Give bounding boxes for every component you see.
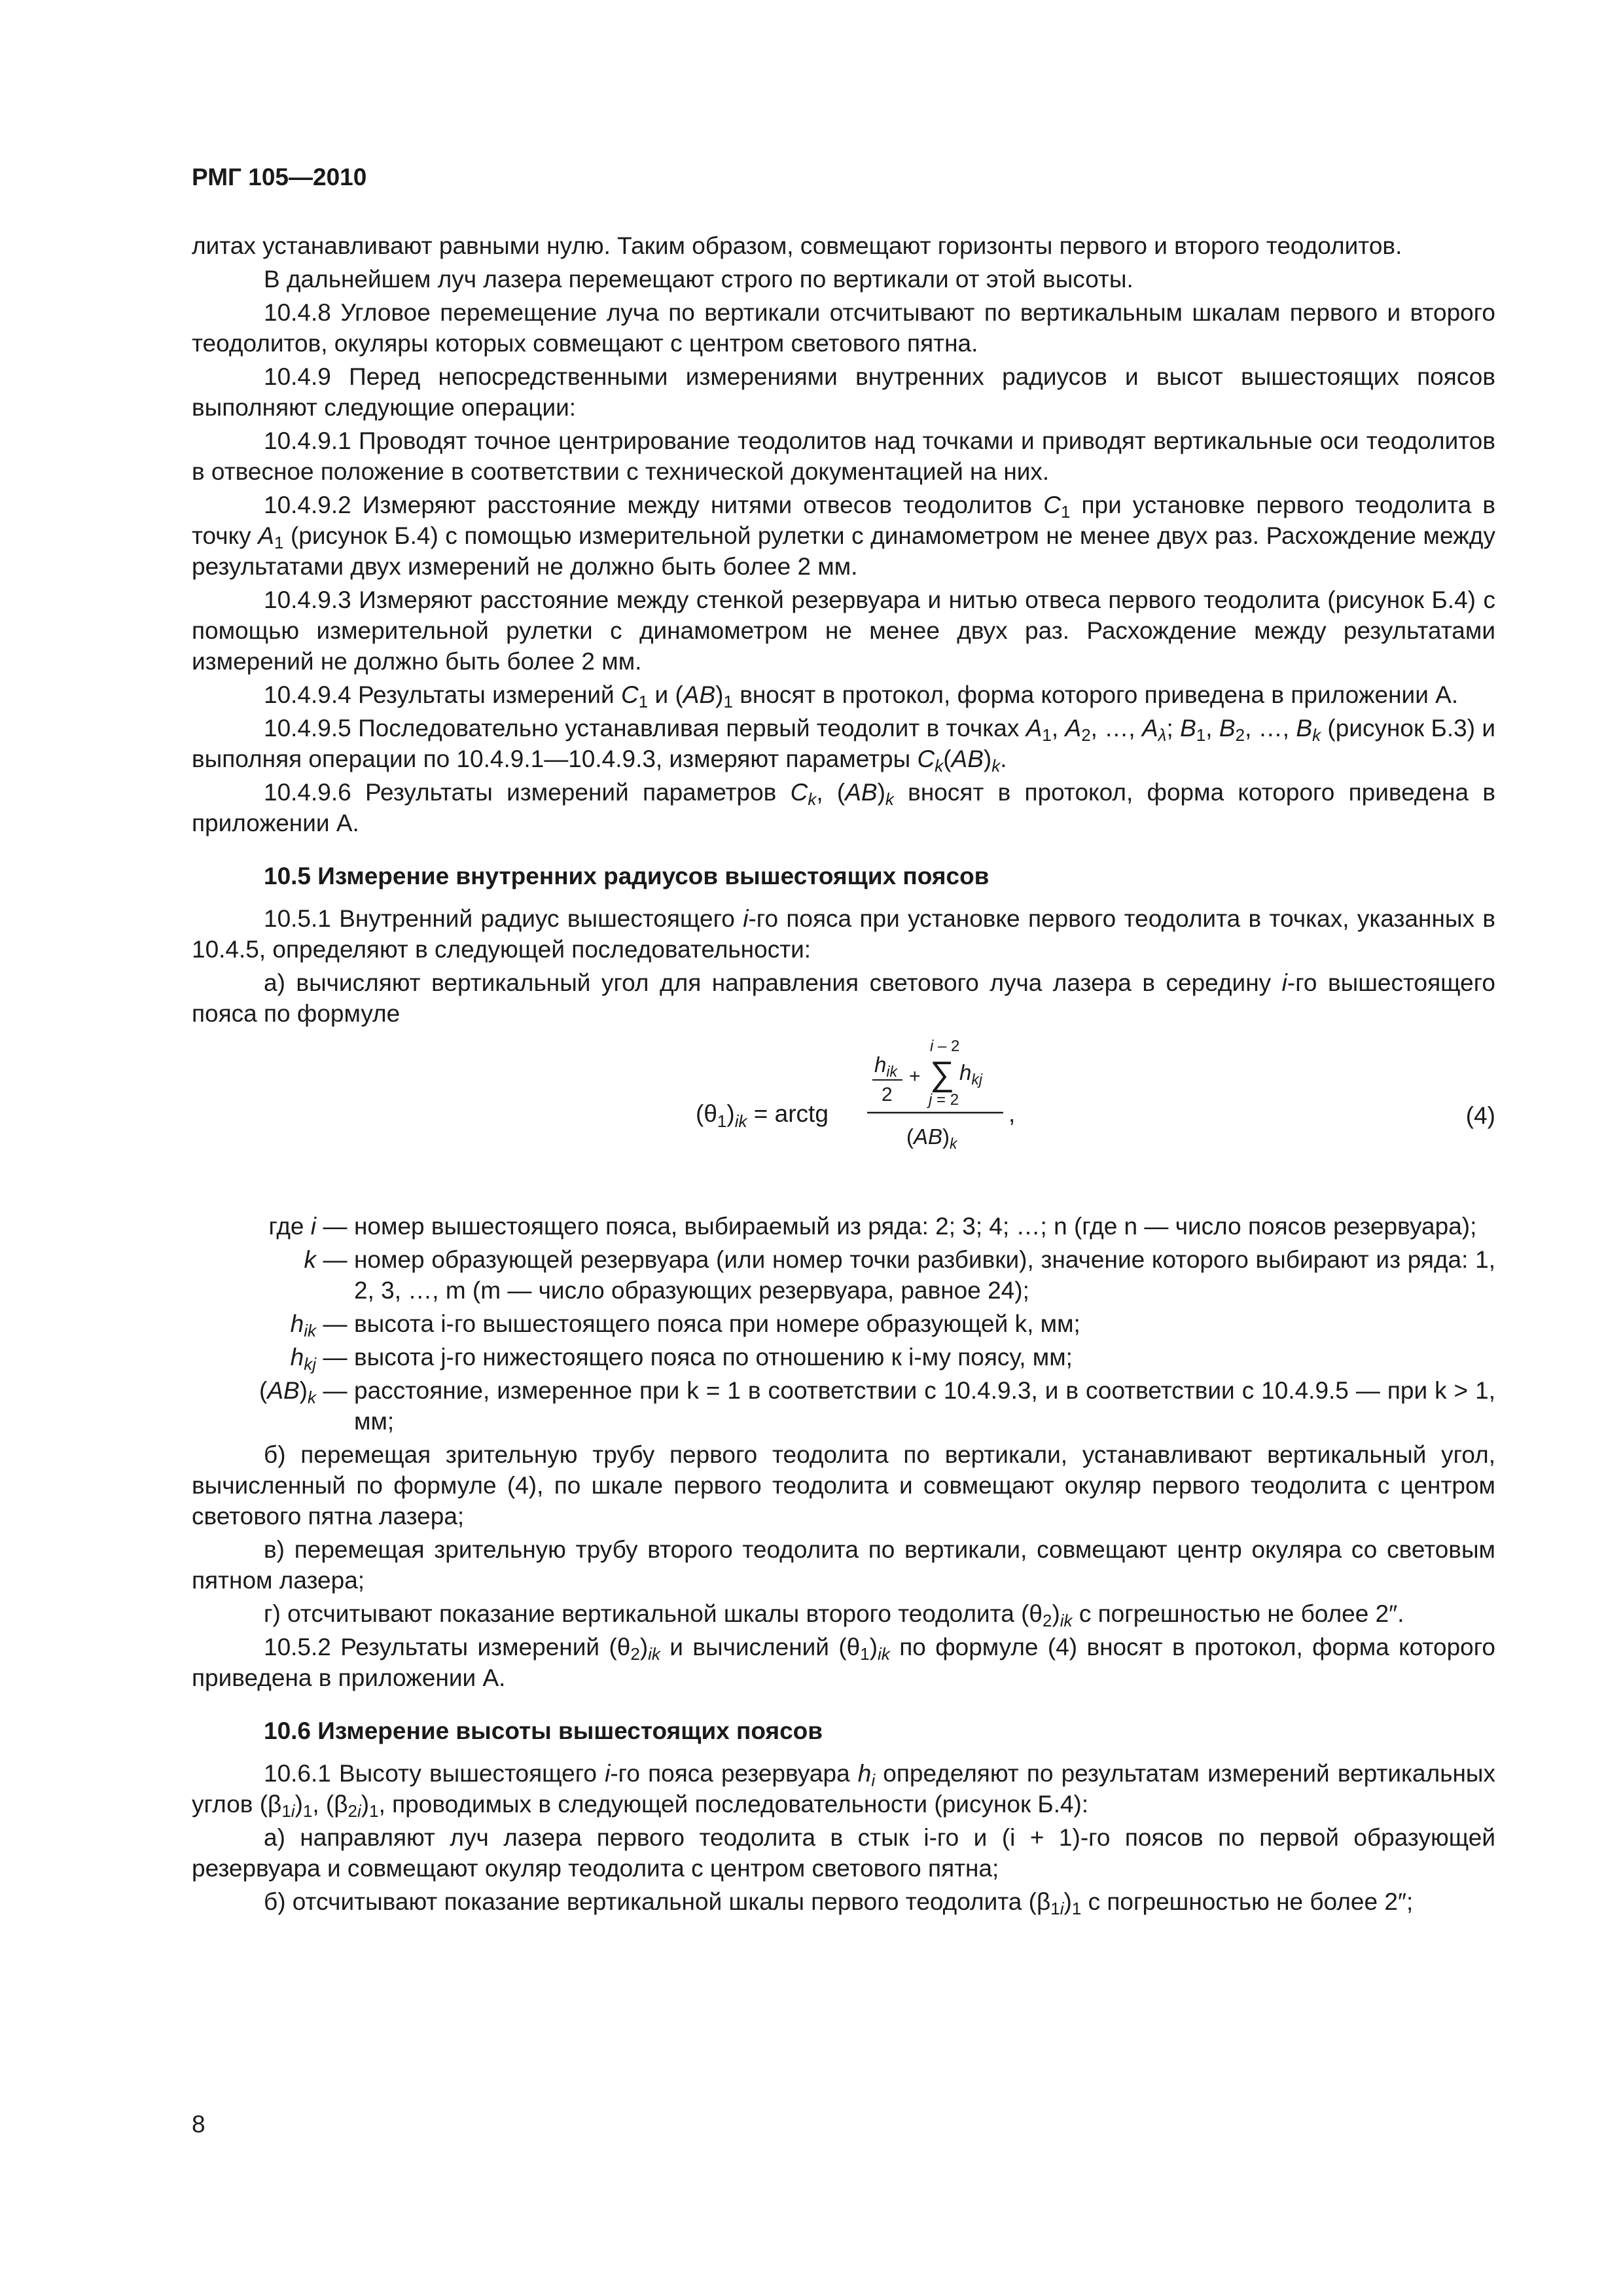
svg-text:,: , — [1008, 1100, 1016, 1127]
section-heading: 10.6 Измерение высоты вышестоящих поясов — [264, 1717, 823, 1744]
paragraph: а) вычисляют вертикальный угол для направления светового луча лазера в середину i-го вышестоящего пояса по формуле — [192, 969, 1495, 1027]
definition-row: $(AB)_k$ — расстояние, измеренное при k = 1 в соответствии с 10.4.9.3, и в соответствии с 10.4.9.5 — при k > 1, мм; — [192, 1375, 1495, 1437]
definition-text: номер вышестоящего пояса, выбираемый из ряда: 2; 3; 4; …; n (где n — число поясов резервуара); — [354, 1213, 1477, 1240]
paragraph: 10.4.9.5 Последовательно устанавливая первый теодолит в точках $A_1$, $A_2$, …, $A_\lambda$; $B_1$, $B_2$, …, $B_k$ (рисунок Б.3) и выполняя операции по 10.4.9.1—10.4.9.3, измеряют параметры $C_k(AB)_k$. — [192, 715, 1496, 776]
definition-text: высота j-го нижестоящего пояса по отношению к i-му поясу, мм; — [354, 1344, 1073, 1371]
document-body — [192, 230, 1495, 1920]
document-header: РМГ 105—2010 — [192, 164, 367, 190]
definition-row: где i — номер вышестоящего пояса, выбираемый из ряда: 2; 3; 4; …; n (где n — число поясов резервуара); — [192, 1211, 1495, 1242]
paragraph: 10.6.1 Высоту вышестоящего i-го пояса резервуара $h_i$ определяют по результатам измерений вертикальных углов $(\beta_{1i})_1$, $(\beta_{2i})_1$, проводимых в следующей последовательности (рисунок Б.4): — [192, 1760, 1495, 1821]
definition-text: расстояние, измеренное при k = 1 в соответствии с 10.4.9.3, и в соответствии с 10.4.9.5 — при k > 1, мм; — [354, 1377, 1495, 1435]
paragraph: 10.5.2 Результаты измерений $(\theta_2)_{ik}$ и вычислений $(\theta_1)_{ik}$ по формуле (4) вносят в протокол, форма которого приведена в приложении А. — [192, 1634, 1495, 1691]
paragraph: в) перемещая зрительную трубу второго теодолита по вертикали, совмещают центр окуляра со световым пятном лазера; — [192, 1536, 1495, 1594]
paragraph: 10.4.9.1 Проводят точное центрирование теодолитов над точками и приводят вертикальные оси теодолитов в отвесное положение в соответствии с технической документацией на них. — [192, 427, 1495, 485]
paragraph: а) направляют луч лазера первого теодолита в стык i-го и (i + 1)-го поясов по первой образующей резервуара и совмещают окуляр теодолита с центром светового пятна; — [192, 1824, 1495, 1882]
paragraph: 10.4.9.2 Измеряют расстояние между нитями отвесов теодолитов $C_1$ при установке первого теодолита в точку $A_1$ (рисунок Б.4) с помощью измерительной рулетки с динамометром не менее двух раз. Расхождение между результатами двух измерений не должно быть более 2 мм. — [192, 492, 1495, 580]
paragraph: литах устанавливают равными нулю. Таким образом, совмещают горизонты первого и второго теодолитов. — [192, 232, 1402, 259]
equation-number: (4) — [1465, 1102, 1495, 1129]
paragraph: В дальнейшем луч лазера перемещают строго по вертикали от этой высоты. — [264, 266, 1133, 293]
definition-row: k — номер образующей резервуара (или номер точки разбивки), значение которого выбирают из ряда: 1, 2, 3, …, m (m — число образующих резервуара, равное 24); — [192, 1244, 1495, 1306]
paragraph: б) перемещая зрительную трубу первого теодолита по вертикали, устанавливают вертикальный угол, вычисленный по формуле (4), по шкале первого теодолита и совмещают окуляр первого теодолита с центром светового пятна лазера; — [192, 1441, 1495, 1530]
paragraph: 10.4.8 Угловое перемещение луча по вертикали отсчитывают по вертикальным шкалам первого и второго теодолитов, окуляры которых совмещают с центром светового пятна. — [192, 299, 1495, 357]
page-number: 8 — [192, 2111, 205, 2138]
svg-text:∑: ∑ — [930, 1055, 955, 1093]
formula-4 — [192, 1039, 1495, 1196]
paragraph: 10.4.9.3 Измеряют расстояние между стенкой резервуара и нитью отвеса первого теодолита (рисунок Б.4) с помощью измерительной рулетки с динамометром не менее двух раз. Расхождение между результатами измерений не должно быть более 2 мм. — [192, 586, 1495, 675]
definition-row: $h_{kj}$ — высота j-го нижестоящего пояса по отношению к i-му поясу, мм; — [192, 1342, 1495, 1372]
svg-text:(θ1)ik = arctg: $(\theta_1)_{ik}$ = arctg — [696, 1100, 829, 1131]
paragraph: 10.4.9 Перед непосредственными измерениями внутренних радиусов и высот вышестоящих поясов выполняют следующие операции: — [192, 363, 1495, 421]
paragraph: 10.4.9.4 Результаты измерений $C_1$ и $(AB)_1$ вносят в протокол, форма которого приведена в приложении А. — [264, 681, 1459, 711]
definition-text: номер образующей резервуара (или номер точки разбивки), значение которого выбирают из ряда: 1, 2, 3, …, m (m — число образующих резервуара, равное 24); — [354, 1246, 1495, 1304]
svg-text:j = 2: j = 2 — [929, 1091, 959, 1109]
definition-term: $h_{ik}$ — [290, 1310, 316, 1340]
paragraph: 10.4.9.6 Результаты измерений параметров $C_k$, $(AB)_k$ вносят в протокол, форма которого приведена в приложении А. — [192, 779, 1495, 836]
definition-term: где i — [268, 1213, 316, 1240]
definition-text: высота i-го вышестоящего пояса при номере образующей k, мм; — [354, 1310, 1080, 1337]
paragraph: 10.5.1 Внутренний радиус вышестоящего i-го пояса при установке первого теодолита в точках, указанных в 10.4.5, определяют в следующей последовательности: — [192, 905, 1496, 963]
definition-term: $h_{kj}$ — [290, 1344, 316, 1374]
variable-definitions — [192, 1211, 1495, 1437]
definition-term: k — [304, 1246, 316, 1273]
svg-text:hik: $h_{ik}$ — [874, 1052, 897, 1080]
svg-text:2: 2 — [882, 1084, 893, 1105]
formula-graphic — [192, 1039, 1495, 1196]
svg-text:i – 2: i – 2 — [930, 1039, 960, 1055]
svg-text:+: + — [909, 1066, 921, 1087]
paragraph: г) отсчитывают показание вертикальной шкалы второго теодолита $(\theta_2)_{ik}$ с погрешностью не более 2″. — [264, 1600, 1404, 1630]
definition-row: $h_{ik}$ — высота i-го вышестоящего пояса при номере образующей k, мм; — [192, 1308, 1495, 1339]
svg-text:hkj: $h_{kj}$ — [959, 1060, 982, 1088]
section-heading: 10.5 Измерение внутренних радиусов вышестоящих поясов — [264, 863, 990, 889]
definition-term: $(AB)_k$ — [259, 1377, 316, 1407]
paragraph: б) отсчитывают показание вертикальной шкалы первого теодолита $(\beta_{1i})_1$ с погрешностью не более 2″; — [264, 1888, 1414, 1918]
svg-text:(AB)k: $(AB)_k$ — [906, 1124, 957, 1152]
